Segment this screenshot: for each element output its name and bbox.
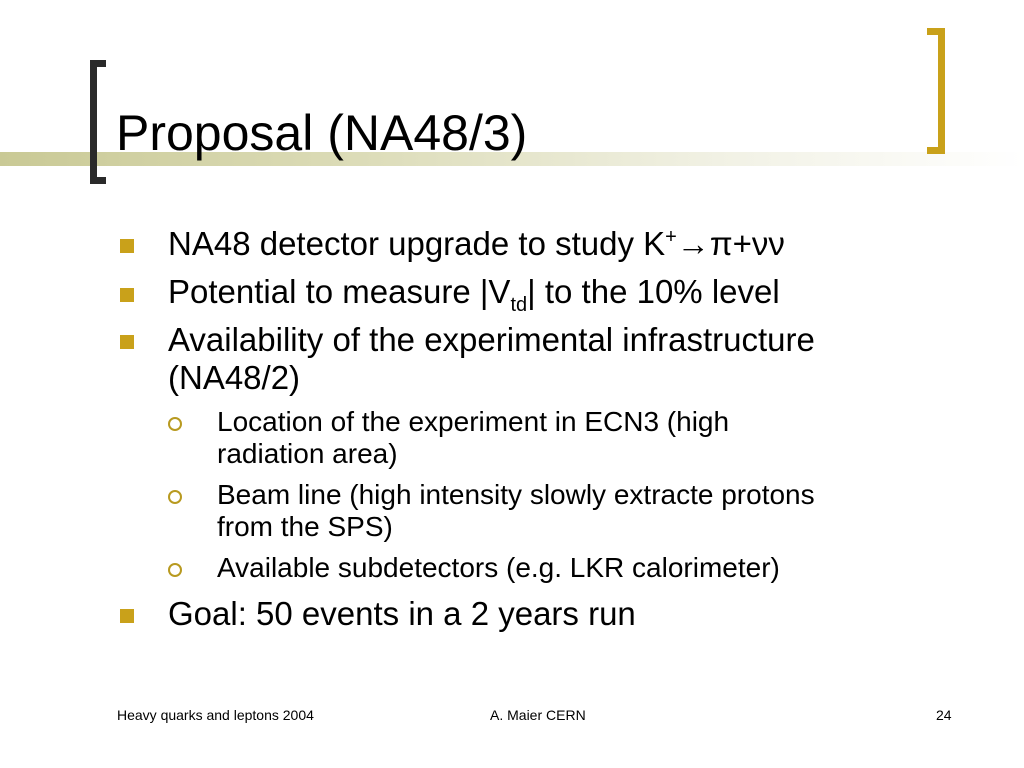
square-bullet-icon <box>120 288 134 302</box>
bullet-item-continuation: (NA48/2) <box>168 359 301 396</box>
superscript-plus: + <box>665 226 677 248</box>
bullet-text: Potential to measure |V <box>168 273 511 310</box>
circle-bullet-icon <box>168 490 182 504</box>
bullet-text-suffix: →π+νν <box>676 225 785 262</box>
square-bullet-icon <box>120 609 134 623</box>
sub-bullet-item: Beam line (high intensity slowly extracte protons <box>217 479 815 510</box>
subscript-td: td <box>510 294 528 316</box>
square-bullet-icon <box>120 335 134 349</box>
bullet-item: Goal: 50 events in a 2 years run <box>168 595 636 632</box>
circle-bullet-icon <box>168 563 182 577</box>
square-bullet-icon <box>120 239 134 253</box>
bullet-item <box>168 272 780 316</box>
bullet-text-suffix: | to the 10% level <box>527 273 780 310</box>
left-bracket-decoration <box>90 60 106 184</box>
circle-bullet-icon <box>168 417 182 431</box>
right-bracket-decoration <box>927 28 945 154</box>
slide-title: Proposal (NA48/3) <box>116 105 528 161</box>
sub-bullet-item-continuation: from the SPS) <box>217 511 393 542</box>
bullet-item <box>168 224 785 264</box>
footer-left: Heavy quarks and leptons 2004 <box>117 707 314 723</box>
sub-bullet-item-continuation: radiation area) <box>217 438 398 469</box>
bullet-text: NA48 detector upgrade to study K <box>168 225 666 262</box>
bullet-item: Availability of the experimental infrastructure <box>168 321 815 358</box>
sub-bullet-item: Location of the experiment in ECN3 (high <box>217 406 730 437</box>
page-number: 24 <box>936 707 952 723</box>
sub-bullet-item: Available subdetectors (e.g. LKR calorimeter) <box>217 552 780 583</box>
footer-center: A. Maier CERN <box>490 707 586 723</box>
